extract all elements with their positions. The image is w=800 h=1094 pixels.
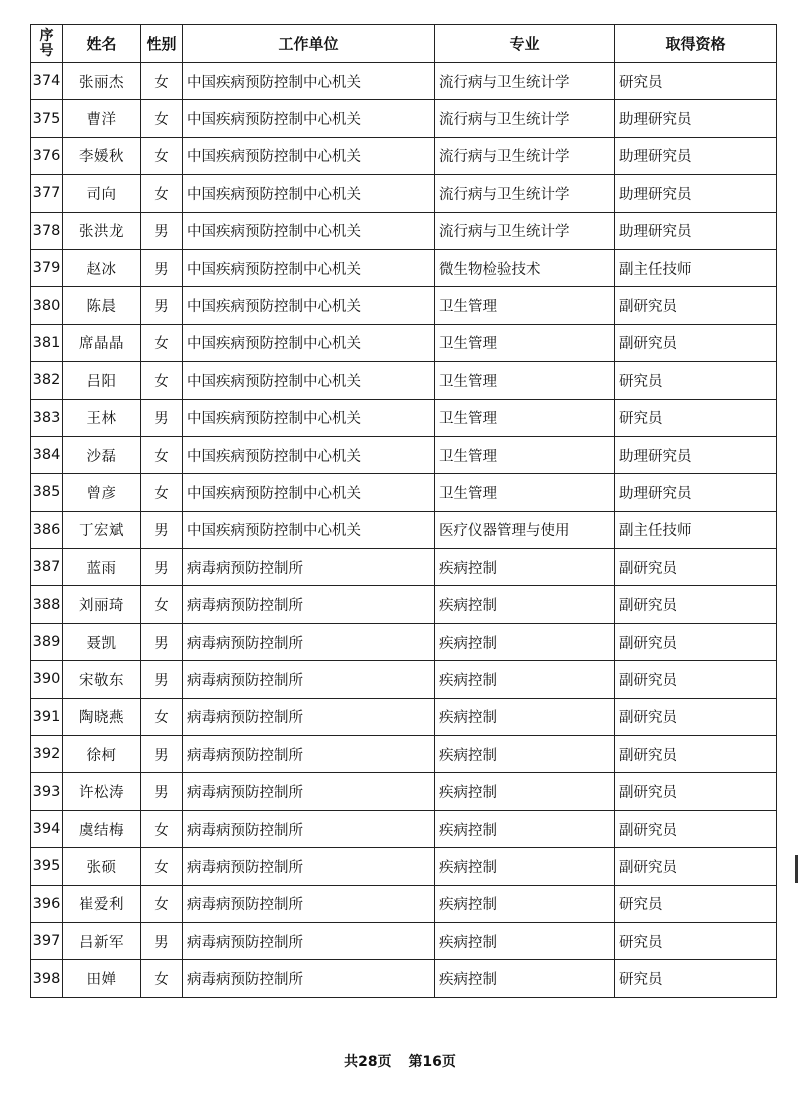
table-row [31,848,777,885]
cell-sex: 男 [141,249,183,286]
cell-major: 流行病与卫生统计学 [435,175,615,212]
cell-major: 疾病控制 [435,810,615,847]
cell-major: 卫生管理 [435,436,615,473]
cell-major: 流行病与卫生统计学 [435,137,615,174]
cell-seq: 388 [31,586,63,623]
cell-seq: 398 [31,960,63,997]
cell-sex: 男 [141,511,183,548]
cell-major: 流行病与卫生统计学 [435,63,615,100]
cell-name: 刘丽琦 [63,586,141,623]
cell-name: 蓝雨 [63,549,141,586]
cell-sex: 男 [141,212,183,249]
cell-seq: 396 [31,885,63,922]
cell-name: 曾彦 [63,474,141,511]
cell-qualification: 助理研究员 [615,100,777,137]
cell-seq: 382 [31,362,63,399]
cell-seq: 395 [31,848,63,885]
cell-unit: 病毒病预防控制所 [183,586,435,623]
cell-qualification: 研究员 [615,885,777,922]
cell-seq: 391 [31,698,63,735]
cell-major: 疾病控制 [435,736,615,773]
cell-sex: 男 [141,399,183,436]
cell-unit: 病毒病预防控制所 [183,810,435,847]
cell-unit: 中国疾病预防控制中心机关 [183,474,435,511]
table-row [31,623,777,660]
cell-seq: 380 [31,287,63,324]
cell-qualification: 研究员 [615,399,777,436]
cell-seq: 377 [31,175,63,212]
cell-name: 陈晨 [63,287,141,324]
cell-unit: 中国疾病预防控制中心机关 [183,175,435,212]
table-body [31,63,777,998]
table-row [31,436,777,473]
cell-sex: 男 [141,623,183,660]
table-row [31,661,777,698]
total-pages: 共28页 [344,1054,392,1070]
cell-qualification: 研究员 [615,362,777,399]
cell-major: 疾病控制 [435,848,615,885]
cell-sex: 女 [141,436,183,473]
cell-qualification: 副研究员 [615,287,777,324]
current-page: 第16页 [408,1054,456,1070]
table-row [31,474,777,511]
scan-edge-mark [795,855,798,883]
table-row [31,511,777,548]
header-seq: 序 号 [31,25,63,63]
cell-qualification: 副研究员 [615,848,777,885]
header-row [31,25,777,63]
header-unit: 工作单位 [183,25,435,63]
table-row [31,63,777,100]
cell-sex: 女 [141,63,183,100]
cell-major: 疾病控制 [435,922,615,959]
cell-unit: 病毒病预防控制所 [183,661,435,698]
table-row [31,549,777,586]
cell-unit: 病毒病预防控制所 [183,773,435,810]
table-row [31,586,777,623]
cell-qualification: 副研究员 [615,810,777,847]
table-row [31,885,777,922]
cell-sex: 女 [141,960,183,997]
table-row [31,399,777,436]
cell-qualification: 助理研究员 [615,212,777,249]
cell-qualification: 副研究员 [615,586,777,623]
cell-unit: 中国疾病预防控制中心机关 [183,63,435,100]
cell-major: 卫生管理 [435,287,615,324]
cell-unit: 病毒病预防控制所 [183,885,435,922]
cell-major: 卫生管理 [435,324,615,361]
cell-major: 疾病控制 [435,698,615,735]
cell-seq: 392 [31,736,63,773]
cell-unit: 病毒病预防控制所 [183,698,435,735]
cell-unit: 中国疾病预防控制中心机关 [183,287,435,324]
cell-name: 丁宏斌 [63,511,141,548]
table-row [31,100,777,137]
table-row [31,212,777,249]
cell-seq: 378 [31,212,63,249]
cell-major: 疾病控制 [435,623,615,660]
cell-unit: 病毒病预防控制所 [183,960,435,997]
cell-seq: 376 [31,137,63,174]
cell-name: 许松涛 [63,773,141,810]
cell-sex: 女 [141,362,183,399]
cell-name: 虞结梅 [63,810,141,847]
cell-qualification: 副主任技师 [615,249,777,286]
cell-unit: 中国疾病预防控制中心机关 [183,137,435,174]
table-row [31,175,777,212]
cell-name: 司向 [63,175,141,212]
cell-sex: 男 [141,287,183,324]
cell-name: 曹洋 [63,100,141,137]
cell-name: 聂凯 [63,623,141,660]
cell-major: 疾病控制 [435,549,615,586]
cell-qualification: 研究员 [615,922,777,959]
cell-unit: 病毒病预防控制所 [183,623,435,660]
cell-sex: 男 [141,773,183,810]
table-row [31,287,777,324]
cell-name: 吕新军 [63,922,141,959]
cell-unit: 病毒病预防控制所 [183,549,435,586]
header-name: 姓名 [63,25,141,63]
table-header [31,25,777,63]
cell-major: 疾病控制 [435,661,615,698]
cell-qualification: 副研究员 [615,324,777,361]
cell-sex: 女 [141,324,183,361]
cell-seq: 389 [31,623,63,660]
cell-unit: 病毒病预防控制所 [183,922,435,959]
cell-unit: 病毒病预防控制所 [183,848,435,885]
cell-unit: 中国疾病预防控制中心机关 [183,362,435,399]
cell-name: 张洪龙 [63,212,141,249]
cell-qualification: 研究员 [615,63,777,100]
cell-unit: 中国疾病预防控制中心机关 [183,100,435,137]
cell-name: 赵冰 [63,249,141,286]
cell-sex: 女 [141,848,183,885]
table-row [31,249,777,286]
table-row [31,324,777,361]
cell-sex: 女 [141,586,183,623]
header-sex: 性别 [141,25,183,63]
cell-seq: 393 [31,773,63,810]
cell-name: 王林 [63,399,141,436]
cell-name: 徐柯 [63,736,141,773]
cell-qualification: 副研究员 [615,698,777,735]
cell-name: 崔爱利 [63,885,141,922]
cell-name: 宋敬东 [63,661,141,698]
cell-unit: 病毒病预防控制所 [183,736,435,773]
cell-sex: 男 [141,661,183,698]
cell-major: 卫生管理 [435,399,615,436]
cell-qualification: 助理研究员 [615,175,777,212]
cell-sex: 女 [141,698,183,735]
cell-name: 李媛秋 [63,137,141,174]
cell-major: 流行病与卫生统计学 [435,212,615,249]
cell-sex: 女 [141,175,183,212]
cell-sex: 女 [141,137,183,174]
cell-major: 卫生管理 [435,362,615,399]
cell-unit: 中国疾病预防控制中心机关 [183,249,435,286]
cell-name: 田婵 [63,960,141,997]
cell-qualification: 副研究员 [615,661,777,698]
table-row [31,810,777,847]
cell-seq: 381 [31,324,63,361]
cell-major: 疾病控制 [435,885,615,922]
cell-sex: 女 [141,474,183,511]
table-row [31,362,777,399]
cell-qualification: 副研究员 [615,773,777,810]
cell-sex: 女 [141,885,183,922]
cell-qualification: 副主任技师 [615,511,777,548]
roster-table [30,24,777,998]
cell-qualification: 助理研究员 [615,137,777,174]
cell-seq: 397 [31,922,63,959]
table-row [31,698,777,735]
cell-seq: 385 [31,474,63,511]
cell-major: 流行病与卫生统计学 [435,100,615,137]
cell-major: 疾病控制 [435,960,615,997]
cell-sex: 男 [141,549,183,586]
cell-qualification: 副研究员 [615,623,777,660]
cell-seq: 374 [31,63,63,100]
cell-seq: 387 [31,549,63,586]
cell-seq: 386 [31,511,63,548]
page-footer [0,1051,800,1071]
header-qualification: 取得资格 [615,25,777,63]
cell-major: 微生物检验技术 [435,249,615,286]
header-major: 专业 [435,25,615,63]
cell-sex: 男 [141,736,183,773]
cell-qualification: 副研究员 [615,736,777,773]
cell-name: 沙磊 [63,436,141,473]
cell-unit: 中国疾病预防控制中心机关 [183,436,435,473]
cell-major: 疾病控制 [435,773,615,810]
cell-unit: 中国疾病预防控制中心机关 [183,212,435,249]
cell-qualification: 助理研究员 [615,474,777,511]
cell-name: 陶晓燕 [63,698,141,735]
table-row [31,773,777,810]
cell-unit: 中国疾病预防控制中心机关 [183,511,435,548]
table-row [31,137,777,174]
cell-major: 卫生管理 [435,474,615,511]
cell-seq: 375 [31,100,63,137]
cell-seq: 394 [31,810,63,847]
cell-major: 疾病控制 [435,586,615,623]
cell-name: 张丽杰 [63,63,141,100]
cell-name: 张硕 [63,848,141,885]
cell-unit: 中国疾病预防控制中心机关 [183,324,435,361]
cell-seq: 390 [31,661,63,698]
cell-sex: 女 [141,100,183,137]
cell-seq: 383 [31,399,63,436]
cell-unit: 中国疾病预防控制中心机关 [183,399,435,436]
table-row [31,736,777,773]
cell-seq: 384 [31,436,63,473]
table-row [31,960,777,997]
cell-qualification: 副研究员 [615,549,777,586]
cell-name: 席晶晶 [63,324,141,361]
cell-sex: 男 [141,922,183,959]
table-row [31,922,777,959]
cell-qualification: 研究员 [615,960,777,997]
cell-major: 医疗仪器管理与使用 [435,511,615,548]
cell-sex: 女 [141,810,183,847]
cell-name: 吕阳 [63,362,141,399]
cell-seq: 379 [31,249,63,286]
cell-qualification: 助理研究员 [615,436,777,473]
